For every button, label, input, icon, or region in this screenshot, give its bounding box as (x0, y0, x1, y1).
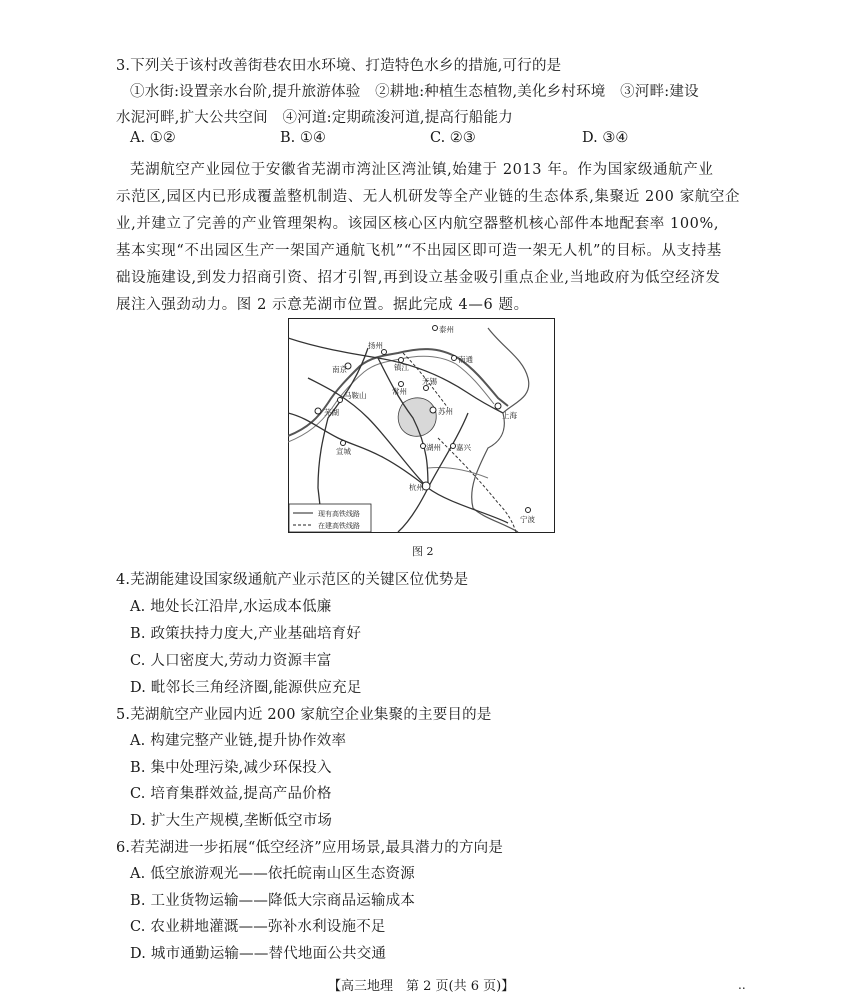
wuhu-location-map (288, 318, 555, 533)
q3-option-c: C. ②③ (430, 130, 476, 146)
passage-line-2: 示范区,园区内已形成覆盖整机制造、无人机研发等全产业链的生态体系,集聚近 200 家航空企 (116, 189, 741, 205)
passage-line-3: 业,并建立了完善的产业管理架构。该园区核心区内航空器整机核心部件本地配套率 100%, (116, 216, 720, 232)
q3-option-a: A. ①② (130, 130, 176, 146)
label-yangzhou: 扬州 (368, 341, 383, 350)
q5-option-a: A. 构建完整产业链,提升协作效率 (130, 733, 347, 749)
label-hangzhou: 杭州 (409, 483, 424, 492)
label-huzhou: 湖州 (426, 443, 441, 452)
label-xuancheng: 宣城 (336, 447, 351, 456)
q6-option-c: C. 农业耕地灌溉——弥补水利设施不足 (130, 919, 386, 935)
q5-option-c: C. 培育集群效益,提高产品价格 (130, 786, 332, 802)
label-nanjing: 南京 (332, 365, 347, 374)
q4-stem: 4.芜湖能建设国家级通航产业示范区的关键区位优势是 (116, 572, 469, 588)
taihu-lake (398, 398, 436, 436)
label-ningbo: 宁波 (520, 515, 535, 524)
q3-option-b: B. ①④ (280, 130, 326, 146)
q4-option-d: D. 毗邻长三角经济圈,能源供应充足 (130, 680, 362, 696)
label-changzhou: 常州 (392, 387, 407, 396)
q3-statement-line-1: ①水街:设置亲水台阶,提升旅游体验 ②耕地:种植生态植物,美化乡村环境 ③河畔:建设 (130, 84, 699, 100)
legend-existing-rail: 现有高铁线路 (318, 510, 360, 518)
q6-option-b: B. 工业货物运输——降低大宗商品运输成本 (130, 893, 416, 909)
corner-mark: .. (738, 978, 746, 992)
page-footer: 【高三地理 第 2 页(共 6 页)】 (328, 979, 515, 994)
q4-option-c: C. 人口密度大,劳动力资源丰富 (130, 653, 332, 669)
q6-option-a: A. 低空旅游观光——依托皖南山区生态资源 (130, 866, 415, 882)
label-wuhu: 芜湖 (324, 408, 339, 417)
q3-option-d: D. ③④ (582, 130, 629, 146)
label-zhenjiang: 镇江 (394, 363, 409, 372)
label-nantong: 南通 (458, 355, 473, 364)
q6-stem: 6.若芜湖进一步拓展“低空经济”应用场景,最具潜力的方向是 (116, 840, 504, 856)
q4-option-b: B. 政策扶持力度大,产业基础培育好 (130, 626, 362, 642)
passage-line-6: 展注入强劲动力。图 2 示意芜湖市位置。据此完成 4—6 题。 (116, 297, 529, 313)
passage-line-5: 础设施建设,到发力招商引资、招才引智,再到设立基金吸引重点企业,当地政府为低空经济发 (116, 270, 721, 286)
q6-option-d: D. 城市通勤运输——替代地面公共交通 (130, 946, 387, 962)
passage-line-1: 芜湖航空产业园位于安徽省芜湖市湾沚区湾沚镇,始建于 2013 年。作为国家级通航产业 (130, 162, 714, 178)
q3-statement-line-2: 水泥河畔,扩大公共空间 ④河道:定期疏浚河道,提高行船能力 (116, 110, 513, 126)
figure-caption: 图 2 (412, 545, 434, 558)
q5-stem: 5.芜湖航空产业园内近 200 家航空企业集聚的主要目的是 (116, 707, 492, 723)
label-maanshan: 马鞍山 (344, 391, 367, 400)
label-wuxi: 无锡 (422, 377, 437, 386)
label-shanghai: 上海 (502, 411, 517, 420)
label-taizhou: 泰州 (439, 325, 454, 334)
map-legend (289, 504, 371, 532)
label-suzhou: 苏州 (438, 407, 453, 416)
q5-option-b: B. 集中处理污染,减少环保投入 (130, 760, 332, 776)
q3-stem: 3.下列关于该村改善街巷农田水环境、打造特色水乡的措施,可行的是 (116, 58, 562, 74)
legend-planned-rail: 在建高铁线路 (318, 522, 360, 530)
label-jiaxing: 嘉兴 (456, 443, 471, 452)
passage-line-4: 基本实现“不出园区生产一架国产通航飞机”“不出园区即可造一架无人机”的目标。从支持基 (116, 243, 722, 259)
q5-option-d: D. 扩大生产规模,垄断低空市场 (130, 813, 333, 829)
q4-option-a: A. 地处长江沿岸,水运成本低廉 (130, 599, 332, 615)
